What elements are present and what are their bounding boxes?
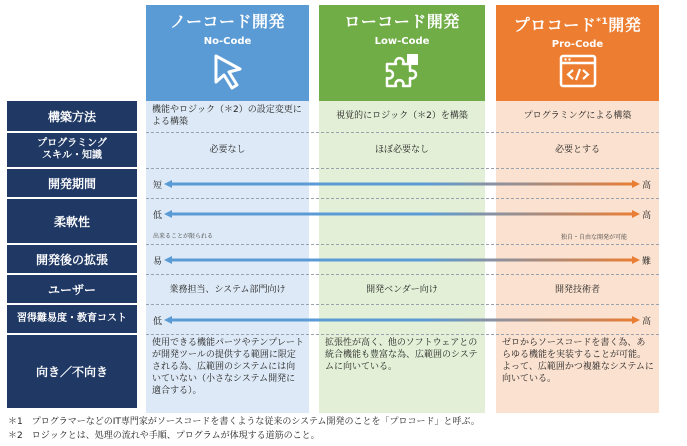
- flex-right-note: 独自・自由な開発が可能: [561, 234, 628, 241]
- row-divider: [146, 334, 659, 335]
- cell-nocode-suitability: 使用できる機能パーツやテンプレートが開発ツールの提供する範囲に限定される為、広範囲のシステムには向いていない（小さなシステム開発に適合する）。: [152, 338, 304, 396]
- period-right-label: 高: [642, 181, 652, 191]
- cell-lowcode-skill: ほぼ必要なし: [374, 145, 429, 155]
- nocode-header: [146, 5, 309, 101]
- footnote-1: ＊1 プログラマーなどのIT専門家がソースコードを書くような従来のシステム開発のことを「プロコード」と呼ぶ。: [8, 417, 480, 427]
- cell-procode-skill: 必要とする: [554, 145, 600, 155]
- cell-nocode-users: 業務担当、システム部門向け: [169, 285, 286, 295]
- cell-procode-suitability: ゼロからソースコードを書く為、あらゆる機能を実装することが可能。よって、広範囲かつ複雑なシステムに向いている。: [502, 338, 654, 384]
- cursor-arrow-icon: [208, 52, 248, 92]
- cell-lowcode-users: 開発ベンダー向け: [366, 285, 438, 295]
- learning-left-label: 低: [153, 317, 163, 327]
- cell-procode-construction: プログラミングによる構築: [523, 111, 632, 121]
- row-label-users: ユーザー: [7, 275, 137, 303]
- row-label-extension: 開発後の拡張: [7, 245, 137, 273]
- lowcode-subtitle: Low-Code: [374, 36, 430, 47]
- period-scale-arrow: [164, 180, 640, 188]
- cell-lowcode-suitability: 拡張性が高く、他のソフトウェアとの統合機能も豊富な為、広範囲のシステムに向いている。: [325, 338, 478, 372]
- row-label-skill: プログラミング スキル・知識: [7, 133, 137, 167]
- extension-left-label: 易: [153, 257, 163, 267]
- procode-header: [496, 5, 659, 101]
- extension-right-label: 難: [642, 257, 652, 267]
- learning-scale-arrow: [164, 316, 640, 324]
- lowcode-header: [319, 5, 485, 101]
- flex-left-label: 低: [153, 211, 163, 221]
- row-divider: [146, 304, 659, 305]
- row-label-learning: 習得難易度・教育コスト: [7, 305, 137, 333]
- learning-right-label: 高: [642, 317, 652, 327]
- lowcode-title: ローコード開発: [344, 12, 460, 31]
- row-divider: [146, 244, 659, 245]
- row-label-construction: 構築方法: [7, 101, 137, 131]
- row-label-flexibility: 柔軟性: [7, 199, 137, 243]
- procode-title: プロコード$^{*1}$開発: [513, 15, 642, 35]
- nocode-title: ノーコード開発: [169, 12, 286, 31]
- flex-left-note: 出来ることが限られる: [153, 233, 214, 240]
- nocode-subtitle: No-Code: [203, 36, 252, 47]
- footnote-2: ＊2 ロジックとは、処理の流れや手順、プログラムが体現する道筋のこと。: [8, 431, 320, 441]
- cell-nocode-construction: 機能やロジック（＊2）の設定変更による構築: [152, 105, 302, 127]
- extension-scale-arrow: [164, 256, 640, 264]
- code-window-icon: [558, 52, 598, 92]
- period-left-label: 短: [153, 181, 163, 191]
- row-divider: [146, 132, 659, 133]
- cell-nocode-skill: 必要なし: [209, 145, 246, 155]
- row-divider: [146, 168, 659, 169]
- procode-subtitle: Pro-Code: [551, 39, 604, 51]
- cell-procode-users: 開発技術者: [554, 285, 600, 295]
- cell-lowcode-construction: 視覚的にロジック（＊2）を構築: [336, 111, 468, 121]
- row-label-period: 開発期間: [7, 169, 137, 197]
- flexibility-scale-arrow: [164, 210, 640, 218]
- puzzle-icon: [382, 52, 422, 92]
- row-divider: [146, 198, 659, 199]
- row-label-suitability: 向き／不向き: [7, 335, 137, 408]
- row-divider: [146, 274, 659, 275]
- flex-right-label: 高: [642, 211, 652, 221]
